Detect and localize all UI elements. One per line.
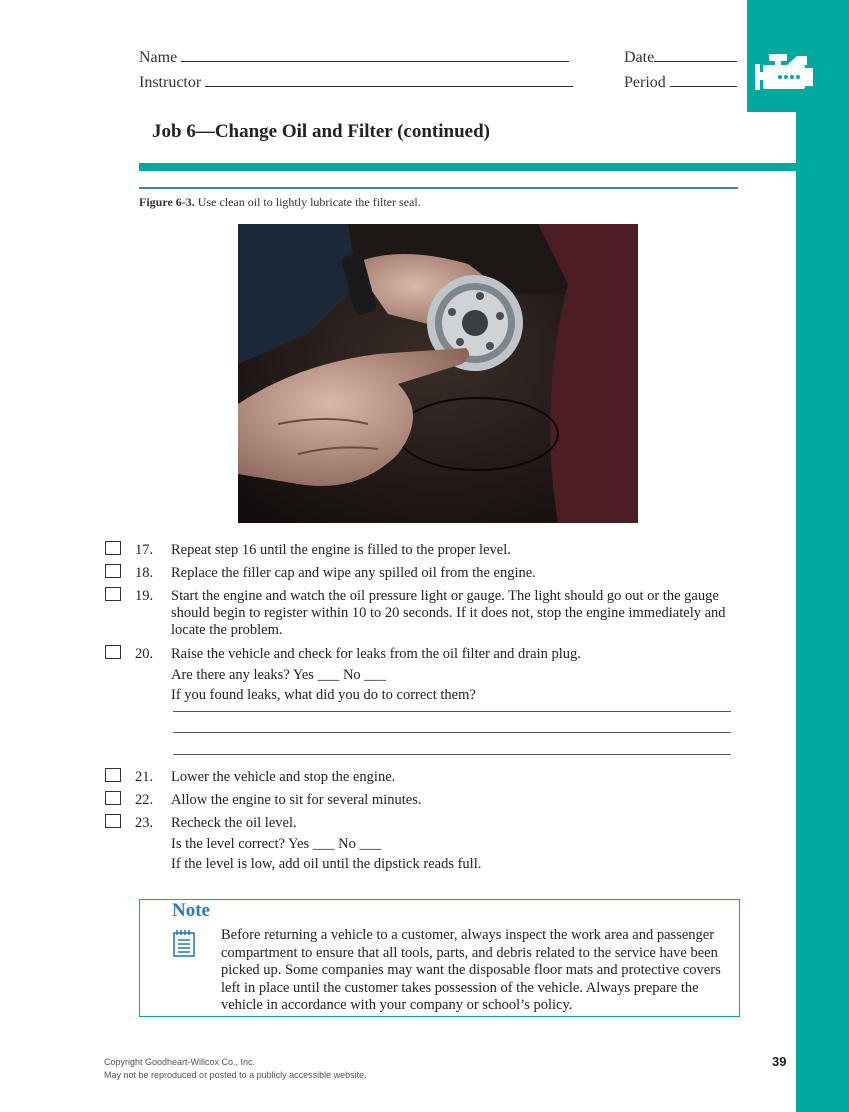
- step-17-text: Repeat step 16 until the engine is filled to the proper level.: [171, 542, 511, 558]
- step-19-number: 19.: [135, 588, 154, 604]
- step-22-number: 22.: [135, 792, 154, 808]
- title-divider: [139, 163, 796, 171]
- page-number: 39: [772, 1054, 787, 1069]
- answer-line-2[interactable]: [173, 732, 731, 733]
- step-18-number: 18.: [135, 565, 154, 581]
- step-23-checkbox[interactable]: [105, 814, 121, 828]
- step-20-text: Raise the vehicle and check for leaks from the oil filter and drain plug.: [171, 646, 581, 662]
- level-followup: If the level is low, add oil until the dipstick reads full.: [171, 856, 482, 872]
- step-21-text: Lower the vehicle and stop the engine.: [171, 769, 396, 785]
- step-23-number: 23.: [135, 815, 154, 831]
- engine-icon: [753, 50, 815, 96]
- period-line[interactable]: [670, 72, 737, 87]
- date-line[interactable]: [654, 47, 737, 62]
- name-field[interactable]: [139, 47, 569, 67]
- leaks-question: Are there any leaks? Yes ___ No ___: [171, 667, 387, 683]
- answer-line-3[interactable]: [173, 754, 731, 755]
- name-label: Name: [139, 49, 178, 66]
- step-18-checkbox[interactable]: [105, 564, 121, 578]
- footer: [104, 1056, 367, 1082]
- answer-line-1[interactable]: [173, 711, 731, 712]
- note-title: Note: [172, 900, 210, 921]
- figure-caption-text: Use clean oil to lightly lubricate the filter seal.: [197, 195, 421, 209]
- side-color-bar: [796, 0, 849, 1112]
- name-line[interactable]: [181, 47, 569, 62]
- date-label: Date: [624, 49, 655, 66]
- step-22-text: Allow the engine to sit for several minutes.: [171, 792, 422, 808]
- copyright-text: Copyright Goodheart-Willcox Co., Inc.: [104, 1057, 256, 1067]
- figure-caption: [139, 195, 421, 210]
- instructor-field[interactable]: [139, 72, 573, 92]
- job-title: Job 6—Change Oil and Filter (continued): [152, 121, 490, 142]
- oil-filter-photo: [238, 224, 638, 523]
- note-text: Before returning a vehicle to a customer, always inspect the work area and passenger compartment to ensure that all tools, parts, and debris related to the service have been picked up. Some companies may want the disposable floor mats and protective covers left in place until the customer takes possession of the vehicle. Always prepare the vehicle in accordance with your company or school’s policy.: [221, 927, 721, 1013]
- step-21-number: 21.: [135, 769, 154, 785]
- step-20-number: 20.: [135, 646, 154, 662]
- step-17-checkbox[interactable]: [105, 541, 121, 555]
- period-label: Period: [624, 74, 666, 91]
- step-23-text: Recheck the oil level.: [171, 815, 297, 831]
- period-field[interactable]: [624, 72, 737, 92]
- instructor-line[interactable]: [205, 72, 573, 87]
- step-20-checkbox[interactable]: [105, 645, 121, 659]
- leaks-followup: If you found leaks, what did you do to correct them?: [171, 687, 476, 703]
- figure-label: Figure 6-3.: [139, 195, 195, 209]
- date-field[interactable]: [624, 47, 737, 67]
- level-question: Is the level correct? Yes ___ No ___: [171, 836, 382, 852]
- step-18-text: Replace the filler cap and wipe any spilled oil from the engine.: [171, 565, 536, 581]
- instructor-label: Instructor: [139, 74, 202, 91]
- reproduction-notice: May not be reproduced or posted to a publicly accessible website.: [104, 1070, 367, 1080]
- step-22-checkbox[interactable]: [105, 791, 121, 805]
- step-19-text: Start the engine and watch the oil pressure light or gauge. The light should go out or the gauge should begin to register within 10 to 20 seconds. If it does not, stop the engine immediately and locate the problem.: [171, 588, 726, 638]
- figure-divider: [139, 187, 738, 189]
- step-17-number: 17.: [135, 542, 154, 558]
- step-19-checkbox[interactable]: [105, 587, 121, 601]
- notepad-icon: [172, 929, 196, 957]
- step-21-checkbox[interactable]: [105, 768, 121, 782]
